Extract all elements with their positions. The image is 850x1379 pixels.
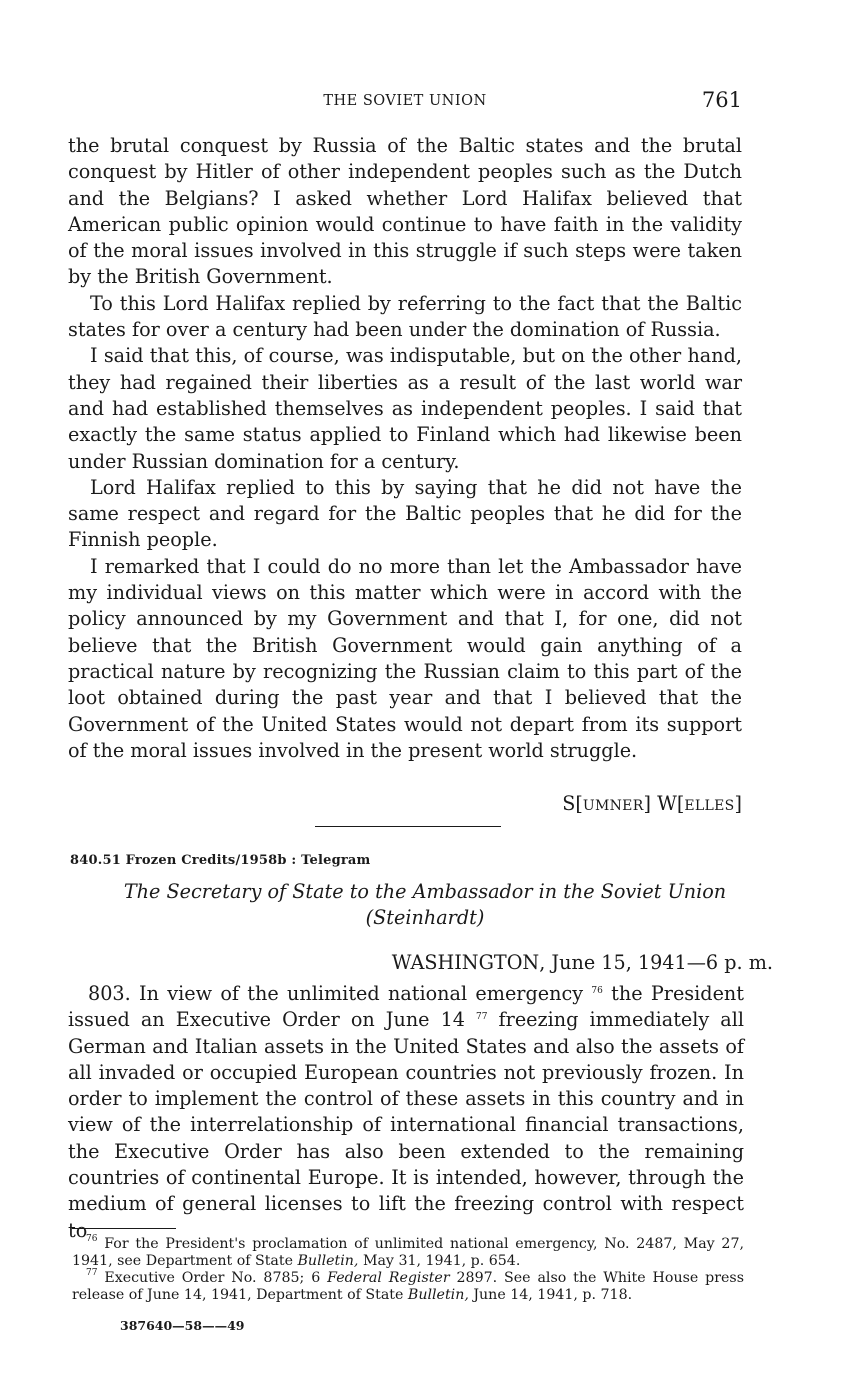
telegram-paragraph: [68, 981, 744, 1244]
footnote-76: [72, 1236, 744, 1270]
signature-rest-w: ELLES: [684, 798, 735, 814]
section-divider: [315, 826, 501, 827]
paragraph: I remarked that I could do no more than let the Ambassador have my individual views on this matter which were in accord with the policy announced by my Government and that I, for one, did not believe that the British Government would gain anything of a practical nature by recognizing the Russian claim to this part of the loot obtained during the past year and that I believed that the Government of the United States would not depart from its support of the moral issues involved in the present world struggle.: [68, 554, 742, 762]
dateline-date: June 15, 1941—6 p. m.: [551, 951, 773, 974]
file-reference: 840.51 Frozen Credits/1958b : Telegram: [70, 853, 371, 868]
footnote-ref-77: 77: [476, 1012, 488, 1023]
footnote-text: Executive Order No. 8785; 6: [104, 1270, 321, 1286]
footnote-number: 77: [86, 1268, 98, 1278]
document-title-line2: Steinhardt: [373, 906, 477, 930]
dateline-place: WASHINGTON: [391, 951, 540, 974]
running-title: THE SOVIET UNION: [323, 93, 487, 109]
telegram-text-2: the President issued an Executive Order on June 14: [68, 982, 744, 1032]
footnote-rule: [72, 1228, 176, 1229]
signature-initial-w: W: [657, 792, 677, 815]
document-title: The Secretary of State to the Ambassador in the Soviet Union (Steinhardt): [68, 879, 782, 932]
footnote-text: May 31, 1941, p. 654.: [362, 1253, 521, 1269]
footnote-text: For the President's proclamation of unlimited national emergency, No. 2487, May 27, 1941, see Department of State: [72, 1236, 744, 1269]
printer-code: 387640—58——49: [120, 1318, 245, 1333]
paragraph: I said that this, of course, was indisputable, but on the other hand, they had regained their liberties as a result of the last world war and had established themselves as independent peoples. I said that exactly the same status applied to Finland which had likewise been under Russian domination for a century.: [68, 344, 742, 473]
page-number: 761: [701, 88, 742, 112]
footnote-italic: Bulletin,: [407, 1287, 469, 1303]
telegram-text-3: freezing immediately all German and Italian assets in the United States and also the assets of all invaded or occupied European countries not previously frozen. In order to implement the control of these assets in this country and in view of the interrelationship of international financial transactions, the Executive Order has also been extended to the remaining countries of continental Europe. It is intended, however, through the medium of general licenses to lift the freezing control with respect to: [68, 1008, 744, 1242]
paragraph: Lord Halifax replied to this by saying that he did not have the same respect and regard for the Baltic peoples that he did for the Finnish people.: [68, 475, 742, 552]
paragraph-continued: the brutal conquest by Russia of the Baltic states and the brutal conquest by Hitler of other independent peoples such as the Dutch and the Belgians? I asked whether Lord Halifax believed that American public opinion would continue to have faith in the validity of the moral issues involved in this struggle if such steps were taken by the British Government.: [68, 134, 742, 289]
dateline: WASHINGTON, June 15, 1941—6 p. m.: [391, 951, 773, 974]
signature-initial-s: S: [562, 792, 576, 815]
footnote-77: [72, 1270, 744, 1304]
footnote-italic: Federal Register: [327, 1270, 450, 1286]
telegram-body: [68, 981, 744, 1244]
continued-text: [68, 133, 742, 764]
paragraph: To this Lord Halifax replied by referring to the fact that the Baltic states for over a century had been under the domination of Russia.: [68, 291, 742, 342]
telegram-text-1: 803. In view of the unlimited national emergency: [88, 982, 584, 1005]
signature: S[UMNER] W[ELLES]: [562, 792, 742, 815]
signature-rest-s: UMNER: [582, 798, 644, 814]
document-title-line1: The Secretary of State to the Ambassador in the Soviet Union: [123, 880, 727, 903]
footnote-ref-76: 76: [591, 986, 603, 996]
footnote-text: 2897. See also the White House press release of June 14, 1941, Department of State: [72, 1270, 744, 1303]
running-head: [68, 88, 742, 118]
footnotes: [72, 1236, 744, 1304]
footnote-number: 76: [86, 1234, 98, 1244]
footnote-italic: Bulletin,: [297, 1253, 359, 1269]
footnote-text: June 14, 1941, p. 718.: [473, 1287, 633, 1303]
